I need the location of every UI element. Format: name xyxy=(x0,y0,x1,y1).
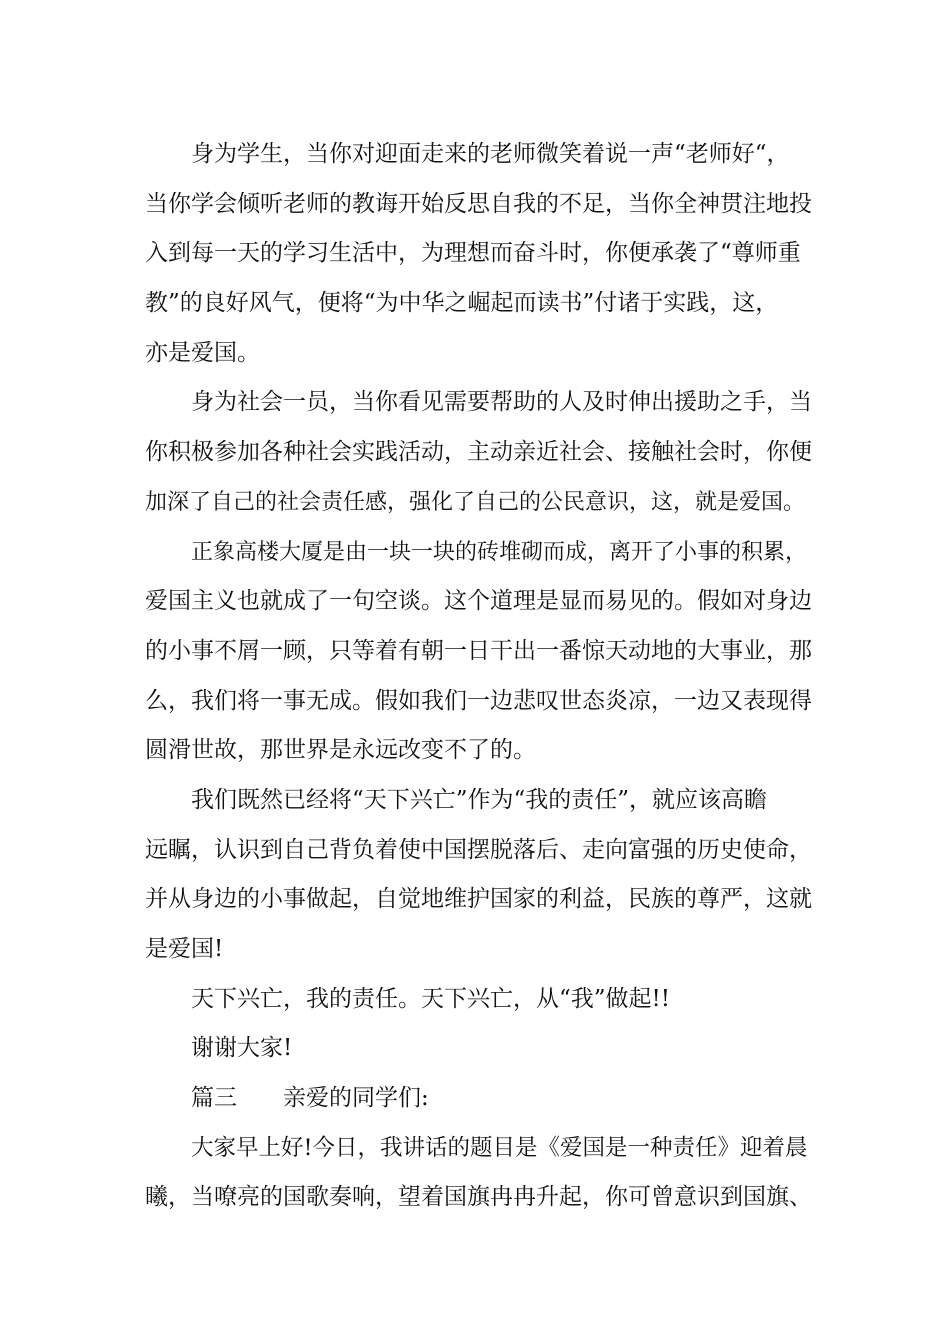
text-line: 曦，当嘹亮的国歌奏响，望着国旗冉冉升起，你可曾意识到国旗、 xyxy=(145,1184,812,1211)
text-line: 教”的良好风气，便将“为中华之崛起而读书”付诸于实践，这， xyxy=(145,290,779,317)
text-line: 当你学会倾听老师的教诲开始反思自我的不足，当你全神贯注地投 xyxy=(145,190,812,217)
text-line: 天下兴亡，我的责任。天下兴亡，从“我”做起!! xyxy=(191,985,671,1012)
text-line: 大家早上好!今日，我讲话的题目是《爱国是一种责任》迎着晨 xyxy=(191,1134,808,1161)
text-line: 谢谢大家! xyxy=(191,1035,293,1062)
text-line: 圆滑世故，那世界是永远改变不了的。 xyxy=(145,737,536,764)
text-line: 身为学生，当你对迎面走来的老师微笑着说一声“老师好“， xyxy=(191,141,790,167)
text-line: 么，我们将一事无成。假如我们一边悲叹世态炎凉，一边又表现得 xyxy=(145,687,812,714)
text-line: 入到每一天的学习生活中，为理想而奋斗时，你便承袭了“尊师重 xyxy=(145,240,801,267)
text-line: 你积极参加各种社会实践活动，主动亲近社会、接触社会时，你便 xyxy=(145,439,812,466)
text-line: 是爱国! xyxy=(145,936,224,962)
text-line: 加深了自己的社会责任感，强化了自己的公民意识，这，就是爱国。 xyxy=(145,489,806,515)
text-line: 亦是爱国。 xyxy=(145,339,260,366)
text-line: 身为社会一员，当你看见需要帮助的人及时伸出援助之手，当 xyxy=(191,389,812,416)
text-line: 正象高楼大厦是由一块一块的砖堆砌而成，离开了小事的积累， xyxy=(191,539,808,565)
text-line: 远瞩，认识到自己背负着使中国摆脱落后、走向富强的历史使命， xyxy=(145,836,812,863)
section-heading-line: 篇三 亲爱的同学们: xyxy=(191,1085,429,1112)
text-line: 的小事不屑一顾，只等着有朝一日干出一番惊天动地的大事业，那 xyxy=(145,637,812,664)
text-line: 爱国主义也就成了一句空谈。这个道理是显而易见的。假如对身边 xyxy=(145,588,812,615)
document-body xyxy=(145,130,817,1223)
text-line: 我们既然已经将“天下兴亡”作为“我的责任”，就应该高瞻 xyxy=(191,786,768,813)
text-line: 并从身边的小事做起，自觉地维护国家的利益，民族的尊严，这就 xyxy=(145,886,812,913)
